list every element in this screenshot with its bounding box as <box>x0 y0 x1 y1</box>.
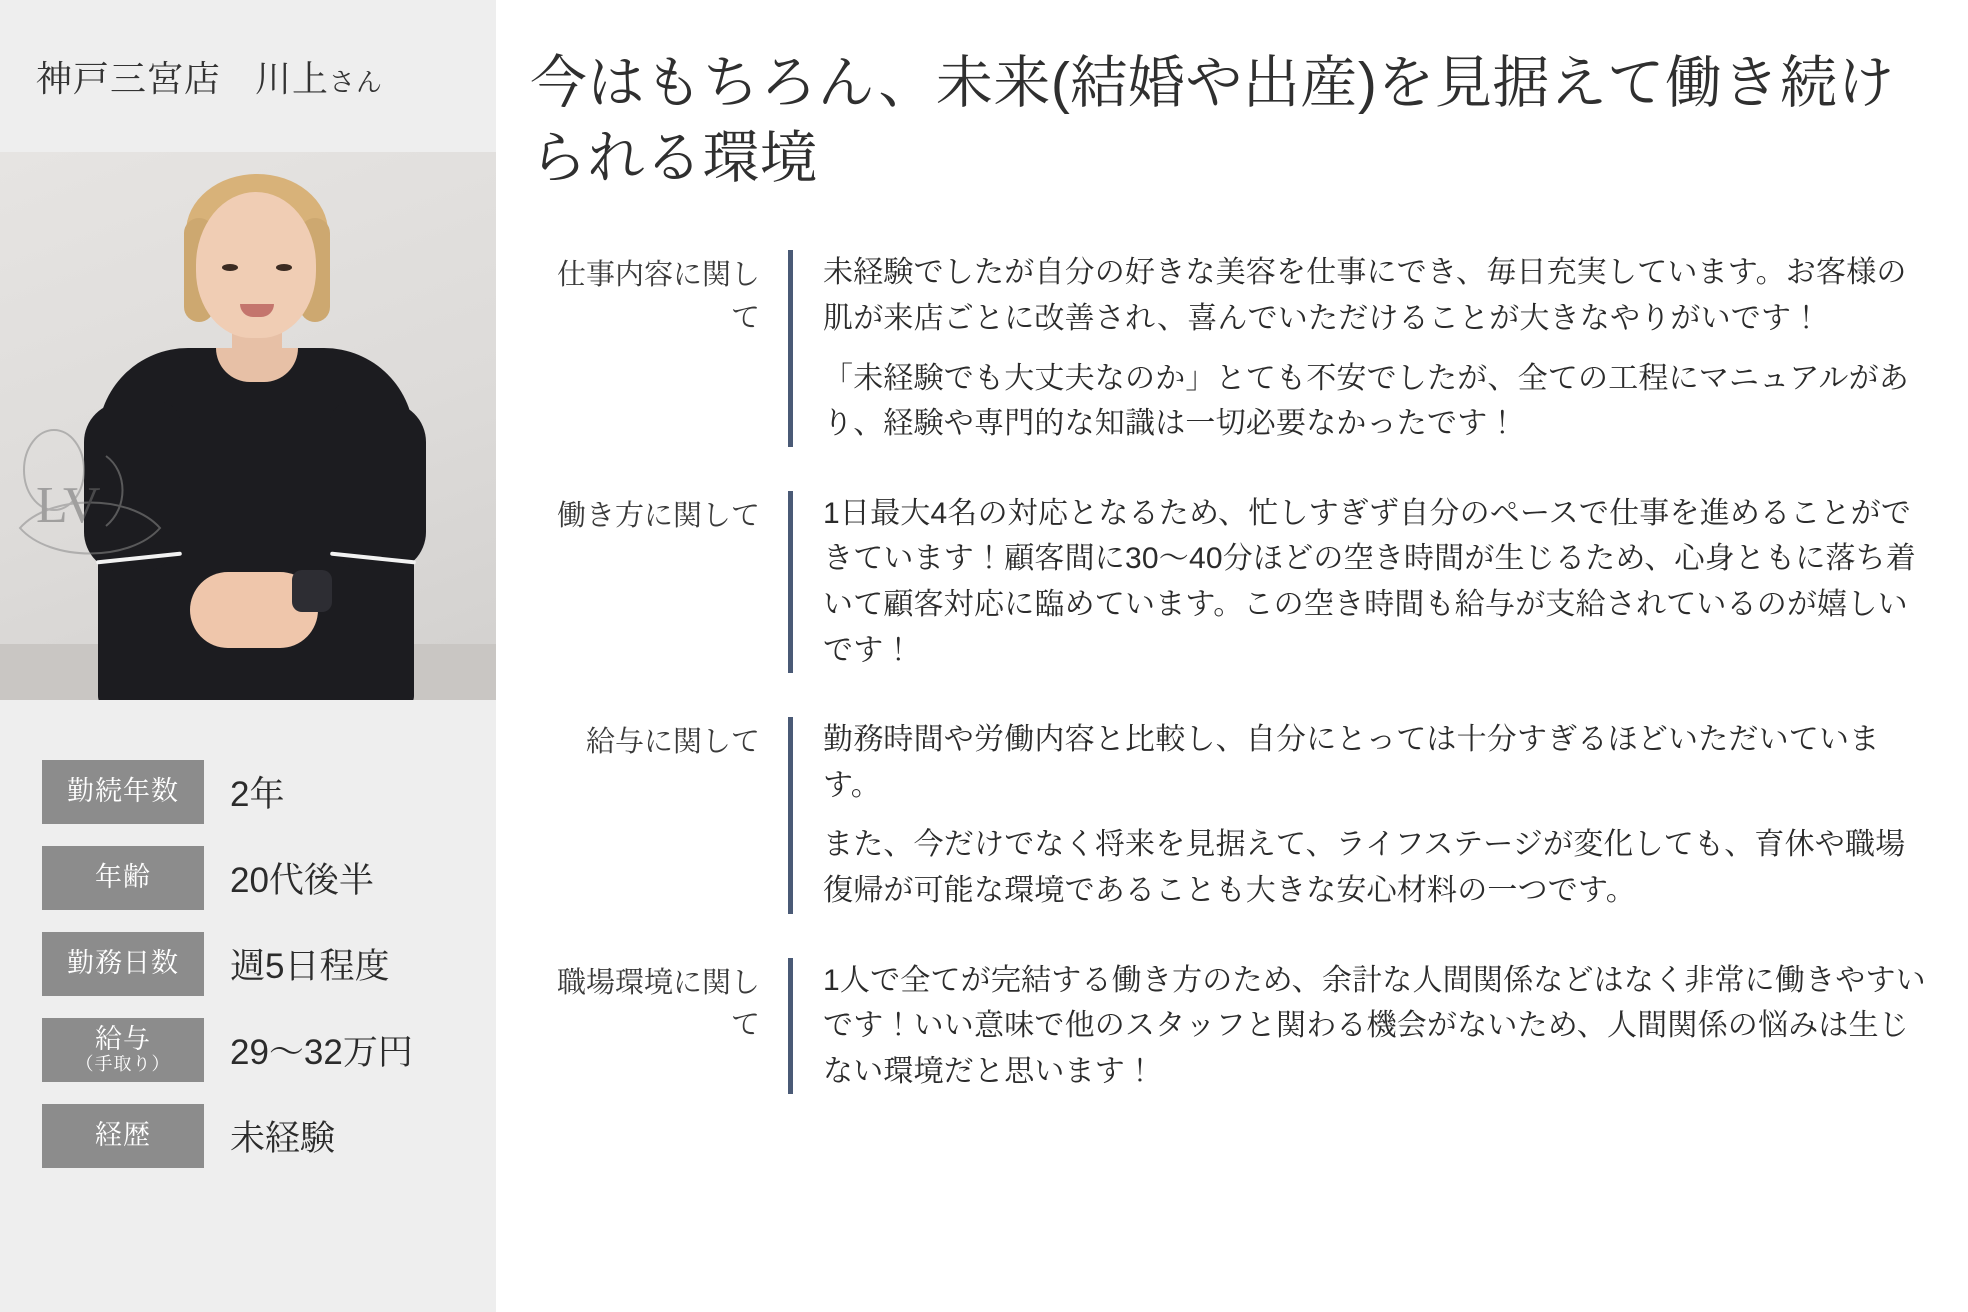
spec-value-salary: 29〜32万円 <box>230 1033 413 1072</box>
spec-label-text: 経歴 <box>95 1120 151 1151</box>
qa-list <box>530 250 1928 1138</box>
spec-value-age: 20代後半 <box>230 861 374 900</box>
qa-body-job-content <box>788 250 1928 446</box>
spec-label-experience <box>42 1104 204 1168</box>
spec-label-tenure <box>42 760 204 824</box>
qa-paragraph: また、今だけでなく将来を見据えて、ライフステージが変化しても、育休や職場復帰が可能な環境であることも大きな安心材料の一つです。 <box>823 828 1906 907</box>
spec-label-salary <box>42 1018 204 1082</box>
spec-row-experience <box>42 1104 496 1168</box>
qa-paragraph: 未経験でしたが自分の好きな美容を仕事にでき、毎日充実しています。お客様の肌が来店ごとに改善され、喜んでいただけることが大きなやりがいです！ <box>823 256 1907 336</box>
store-name: 神戸三宮店 <box>36 57 222 99</box>
brand-logo-text: LV <box>36 477 101 534</box>
spec-row-age <box>42 846 496 910</box>
photo-eye-left <box>222 264 238 271</box>
qa-label-job-content: 仕事内容に関して <box>556 259 760 334</box>
spec-label-sub: （手取り） <box>75 1054 171 1075</box>
spec-row-tenure <box>42 760 496 824</box>
spec-row-workdays <box>42 932 496 996</box>
qa-label-salary: 給与に関して <box>585 726 760 759</box>
spec-value-experience: 未経験 <box>230 1119 336 1158</box>
spec-label-text: 勤務日数 <box>67 948 179 979</box>
qa-paragraph: 1日最大4名の対応となるため、忙しすぎず自分のペースで仕事を進めることができています！顧客間に30〜40分ほどの空き時間が生じるため、心身ともに落ち着いて顧客対応に臨めています。この空き時間も給与が支給されているのが嬉しいです！ <box>823 496 1917 667</box>
spec-value-tenure: 2年 <box>230 775 285 814</box>
spec-label-text: 給与 <box>95 1023 151 1054</box>
spec-table <box>0 760 496 1168</box>
spec-row-salary <box>42 1018 496 1082</box>
qa-label-workplace: 職場環境に関して <box>556 966 760 1041</box>
qa-item-salary <box>530 717 1928 913</box>
profile-panel <box>0 0 496 1312</box>
page-title: 今はもちろん、未来(結婚や出産)を見据えて働き続けられる環境 <box>530 51 1895 191</box>
interview-panel <box>496 0 1968 1312</box>
photo-watch <box>292 570 332 612</box>
qa-body-workplace <box>788 958 1928 1095</box>
qa-body-work-style <box>788 491 1928 673</box>
spec-label-text: 年齢 <box>95 862 151 893</box>
qa-item-workplace <box>530 958 1928 1095</box>
qa-paragraph: 「未経験でも大丈夫なのか」とても不安でしたが、全ての工程にマニュアルがあり、経験や専門的な知識は一切必要なかったです！ <box>823 361 1909 441</box>
spec-value-workdays: 週5日程度 <box>230 947 390 986</box>
qa-item-work-style <box>530 491 1928 673</box>
qa-label-work-style: 働き方に関して <box>556 499 760 532</box>
qa-paragraph: 勤務時間や労働内容と比較し、自分にとっては十分すぎるほどいただいています。 <box>823 723 1880 802</box>
spec-label-age <box>42 846 204 910</box>
photo-eye-right <box>276 264 292 271</box>
profile-header <box>0 0 496 152</box>
photo-sleeve-right <box>330 402 426 572</box>
qa-item-job-content <box>530 250 1928 446</box>
spec-label-workdays <box>42 932 204 996</box>
person-name: 川上さん <box>255 57 384 99</box>
brand-logo-icon <box>10 416 190 566</box>
spec-label-text: 勤続年数 <box>67 776 179 807</box>
qa-body-salary <box>788 717 1928 913</box>
qa-paragraph: 1人で全てが完結する働き方のため、余計な人間関係などはなく非常に働きやすいです！いい意味で他のスタッフと関わる機会がないため、人間関係の悩みは生じない環境だと思います！ <box>823 963 1926 1088</box>
